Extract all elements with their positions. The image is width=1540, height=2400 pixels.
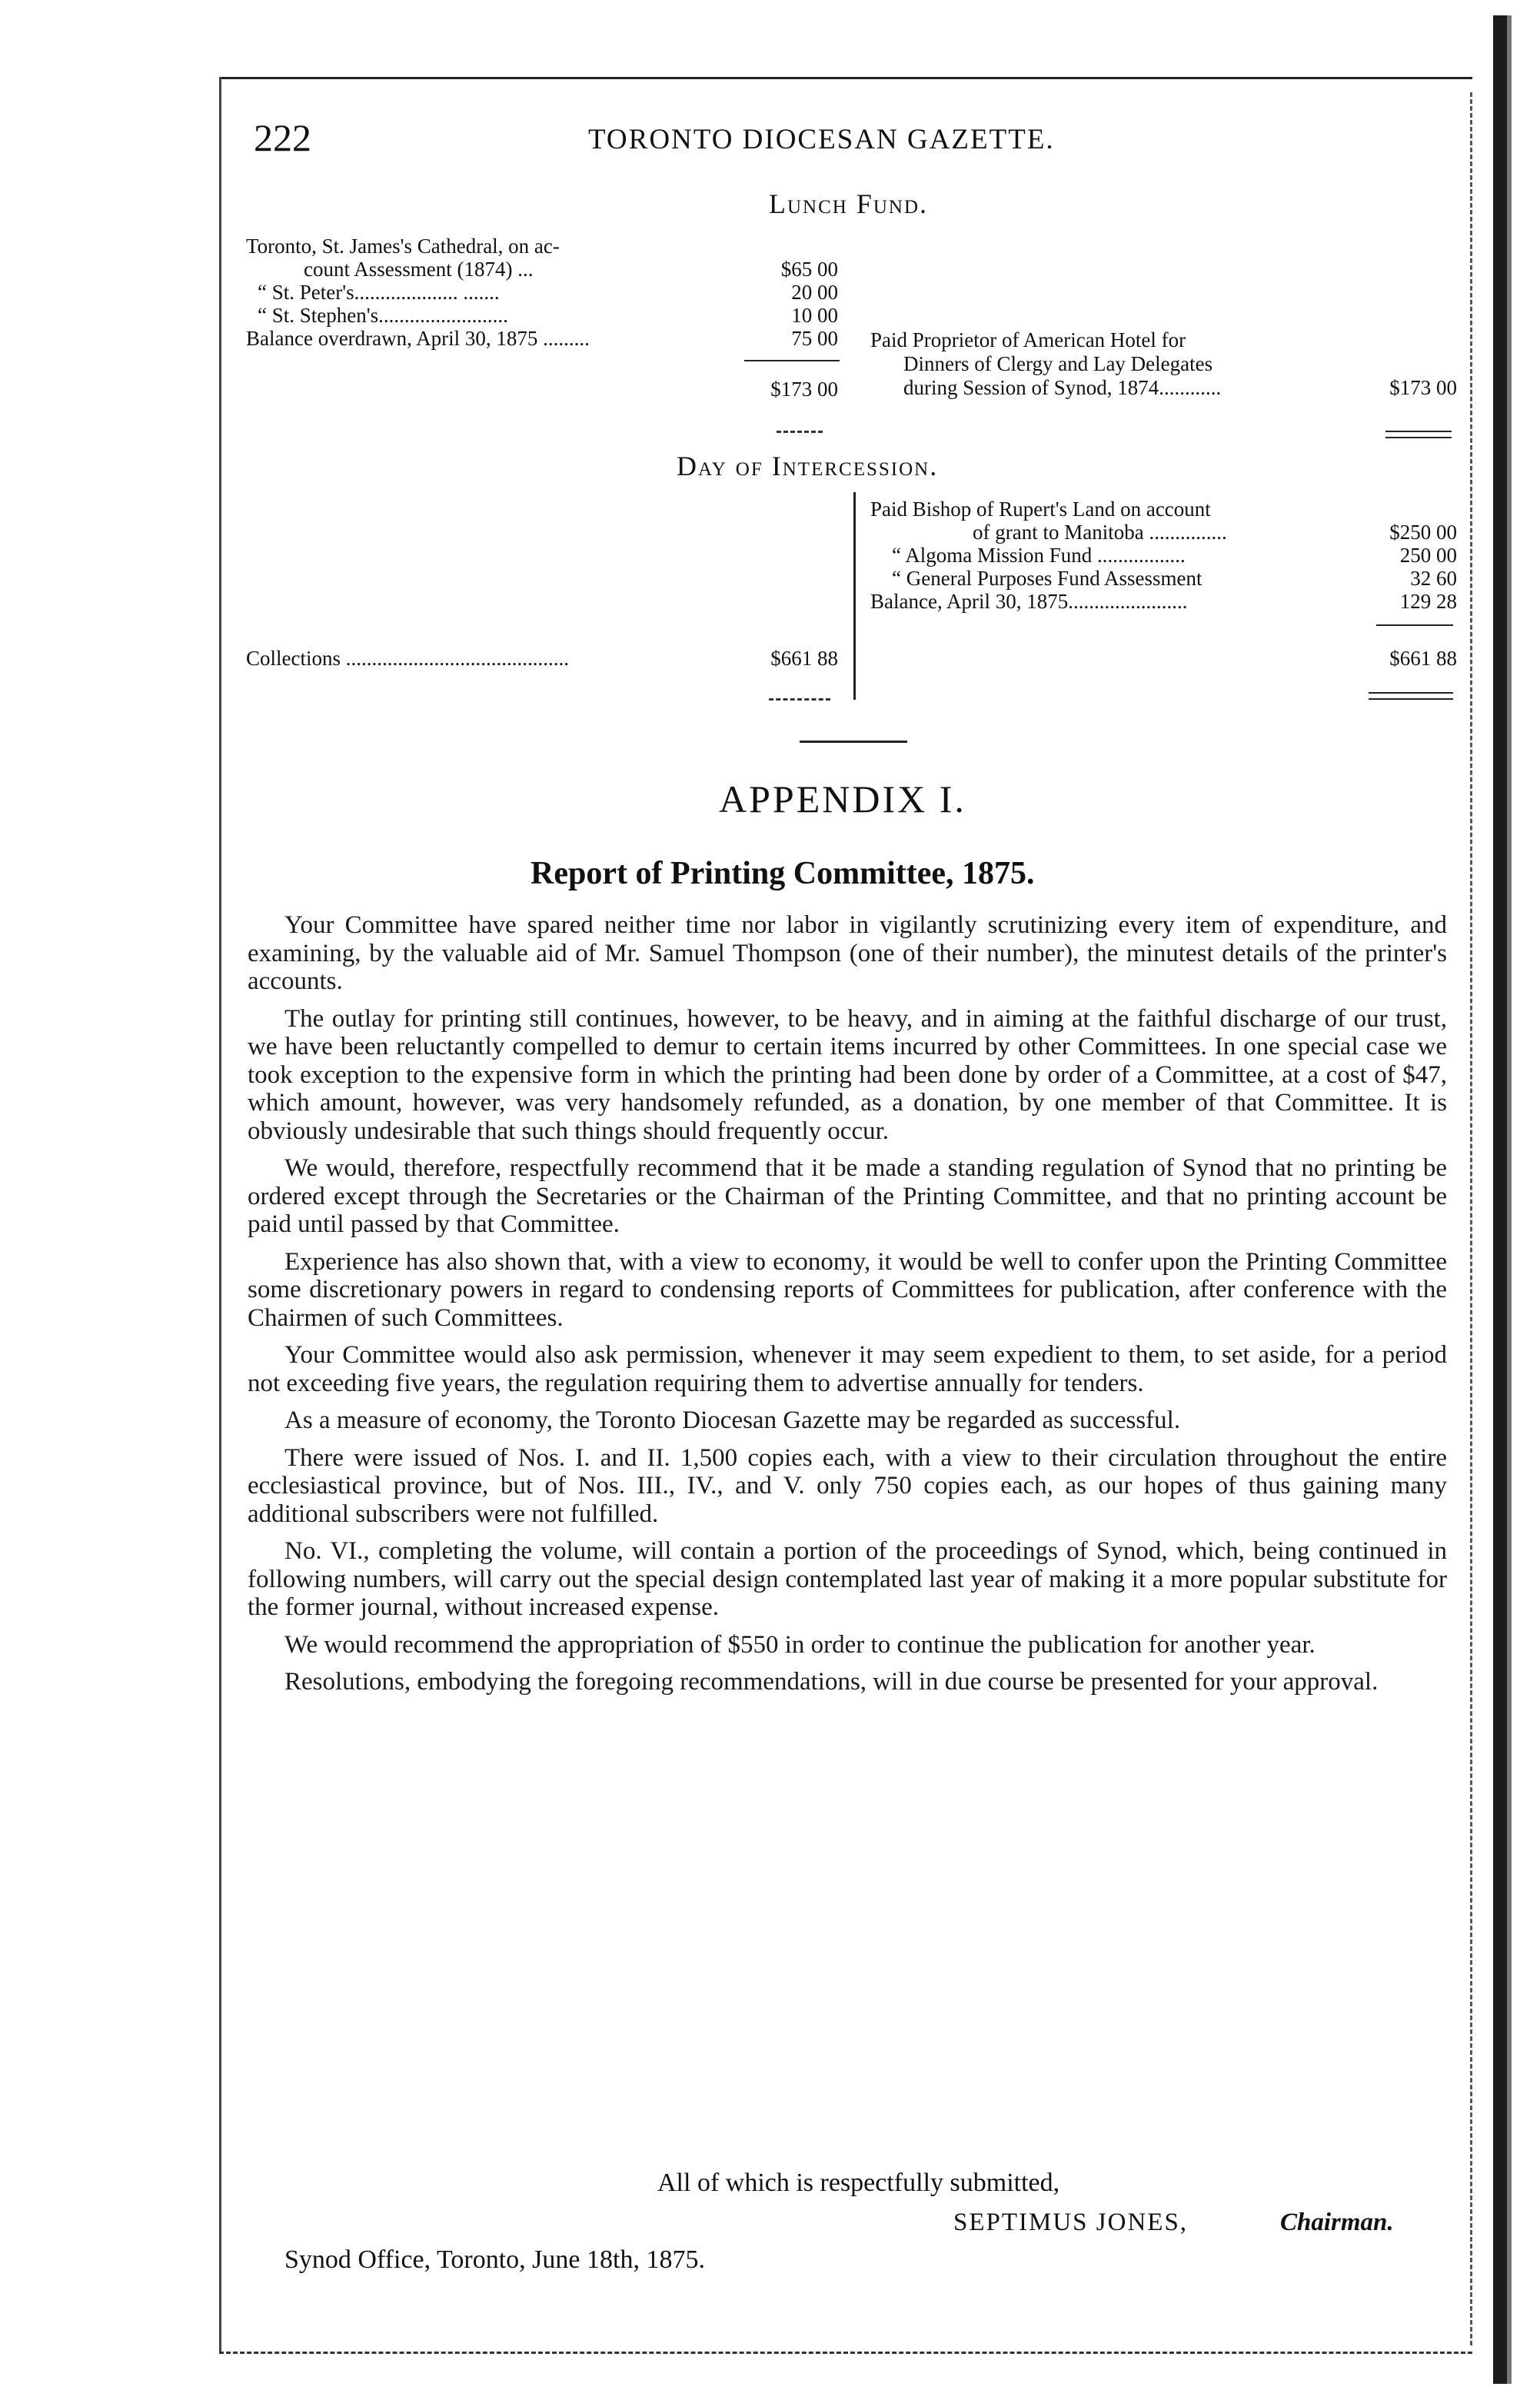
binding-edge-shadow: [1507, 15, 1512, 2384]
lunch-fund-receipt-amount: 10 00: [791, 304, 838, 327]
lunch-fund-payment-line: Dinners of Clergy and Lay Delegates: [903, 352, 1213, 375]
report-paragraph: Experience has also shown that, with a view to economy, it would be well to confer upon the Printing Committee some discretionary powers in regard to condensing reports of Committees for publication, after conference with the Chairmen of such Committees.: [248, 1247, 1447, 1332]
lunch-fund-receipts-total: $173 00: [770, 378, 838, 401]
section-separator: [800, 741, 907, 743]
lunch-fund-receipt-line: “ St. Stephen's.........................: [258, 304, 508, 327]
report-paragraph: As a measure of economy, the Toronto Diocesan Gazette may be regarded as successful.: [284, 1406, 1181, 1434]
lunch-fund-receipt-line: count Assessment (1874) ...: [304, 258, 534, 281]
intercession-payment-line: Paid Bishop of Rupert's Land on account: [870, 498, 1211, 521]
signature-name: SEPTIMUS JONES,: [953, 2209, 1189, 2236]
report-paragraph: No. VI., completing the volume, will contain a portion of the proceedings of Synod, which, being continued in following numbers, will carry out the special design contemplated last year of making it a more popular substitute for the former journal, without increased expense.: [248, 1537, 1447, 1621]
lunch-fund-title: Lunch Fund.: [769, 188, 929, 219]
report-paragraph: The outlay for printing still continues, however, to be heavy, and in aiming at the faithful discharge of our trust, we have been reluctantly compelled to demur to certain items incurred by other Committees. In one special case we took exception to the expensive form in which the printing had been done by order of a Committee, at a cost of $47, which amount, however, was very handsomely refunded, as a donation, by one member of that Committee. It is obviously undesirable that such things should frequently occur.: [248, 1004, 1447, 1145]
frame-left-rule: [219, 77, 221, 2353]
intercession-payment-line: Balance, April 30, 1875.......................: [870, 590, 1188, 613]
lunch-fund-receipt-amount: 20 00: [791, 281, 838, 304]
intercession-total-double-rule: [1369, 698, 1453, 700]
lunch-fund-receipt-line: Toronto, St. James's Cathedral, on ac-: [246, 235, 560, 258]
report-paragraph: There were issued of Nos. I. and II. 1,500 copies each, with a view to their circulation throughout the entire ecclesiastical province, but of Nos. III., IV., and V. only 750 copies each, as our hopes of thus gaining many additional subscribers were not fulfilled.: [248, 1443, 1447, 1528]
intercession-payment-amount: $250 00: [1389, 521, 1457, 544]
lunch-fund-payment-amount: $173 00: [1389, 376, 1457, 399]
report-paragraph: We would recommend the appropriation of $550 in order to continue the publication for another year.: [284, 1630, 1315, 1659]
intercession-payment-amount: 32 60: [1410, 567, 1457, 590]
lunch-fund-receipt-line: “ St. Peter's.................... .......: [258, 281, 500, 304]
frame-bottom-dashed-rule: [219, 2352, 1472, 2354]
page-number: 222: [254, 116, 311, 159]
lunch-fund-payment-line: during Session of Synod, 1874............: [903, 376, 1222, 399]
frame-right-dashed-rule: [1470, 92, 1472, 2345]
appendix-subheading: Report of Printing Committee, 1875.: [531, 856, 1035, 891]
intercession-title: Day of Intercession.: [677, 451, 939, 481]
binding-edge: [1493, 15, 1507, 2384]
lunch-fund-receipt-amount: 75 00: [791, 327, 838, 350]
frame-top-rule: [219, 77, 1472, 79]
intercession-collections-label: Collections ...........................................: [246, 647, 569, 670]
report-paragraph: Your Committee have spared neither time nor labor in vigilantly scrutinizing every item of expenditure, and examining, by the valuable aid of Mr. Samuel Thompson (one of their number), the minutest details of the printer's accounts.: [248, 911, 1447, 995]
report-paragraph: We would, therefore, respectfully recommend that it be made a standing regulation of Synod that no printing be ordered except through the Secretaries or the Chairman of the Printing Committee, and that no printing account be paid until passed by that Committee.: [248, 1154, 1447, 1238]
running-title: TORONTO DIOCESAN GAZETTE.: [588, 124, 1055, 155]
intercession-payment-line: “ Algoma Mission Fund .................: [892, 544, 1186, 567]
report-body: [248, 911, 1447, 1706]
signature-title: Chairman.: [1280, 2209, 1394, 2236]
intercession-payment-line: of grant to Manitoba ...............: [973, 521, 1227, 544]
dateline: Synod Office, Toronto, June 18th, 1875.: [284, 2245, 705, 2274]
appendix-heading: APPENDIX I.: [719, 777, 966, 821]
intercession-payment-line: “ General Purposes Fund Assessment: [892, 567, 1202, 590]
report-paragraph: Your Committee would also ask permission, whenever it may seem expedient to them, to set aside, for a period not exceeding five years, the regulation requiring them to advertise annually for tenders.: [248, 1341, 1447, 1397]
intercession-payments-total: $661 88: [1389, 647, 1457, 670]
lunch-fund-payments-double-rule: [1385, 437, 1452, 438]
lunch-fund-receipt-line: Balance overdrawn, April 30, 1875 .........: [246, 327, 590, 350]
intercession-left-underline: [769, 698, 830, 701]
intercession-payment-amount: 129 28: [1399, 590, 1457, 613]
lunch-fund-receipts-total-rule: [744, 360, 840, 361]
report-paragraph: Resolutions, embodying the foregoing recommendations, will in due course be presented for your approval.: [284, 1668, 1379, 1696]
intercession-collections-amount: $661 88: [770, 647, 838, 670]
lunch-fund-payment-line: Paid Proprietor of American Hotel for: [870, 328, 1186, 351]
lunch-fund-receipt-amount: $65 00: [780, 258, 838, 281]
intercession-column-divider: [853, 492, 856, 700]
intercession-payment-amount: 250 00: [1399, 544, 1457, 567]
closing-line: All of which is respectfully submitted,: [657, 2169, 1060, 2197]
intercession-total-double-rule: [1369, 692, 1453, 694]
lunch-fund-payments-double-rule: [1385, 431, 1452, 432]
intercession-payments-rule: [1376, 624, 1453, 626]
lunch-fund-left-underline: [777, 431, 823, 433]
